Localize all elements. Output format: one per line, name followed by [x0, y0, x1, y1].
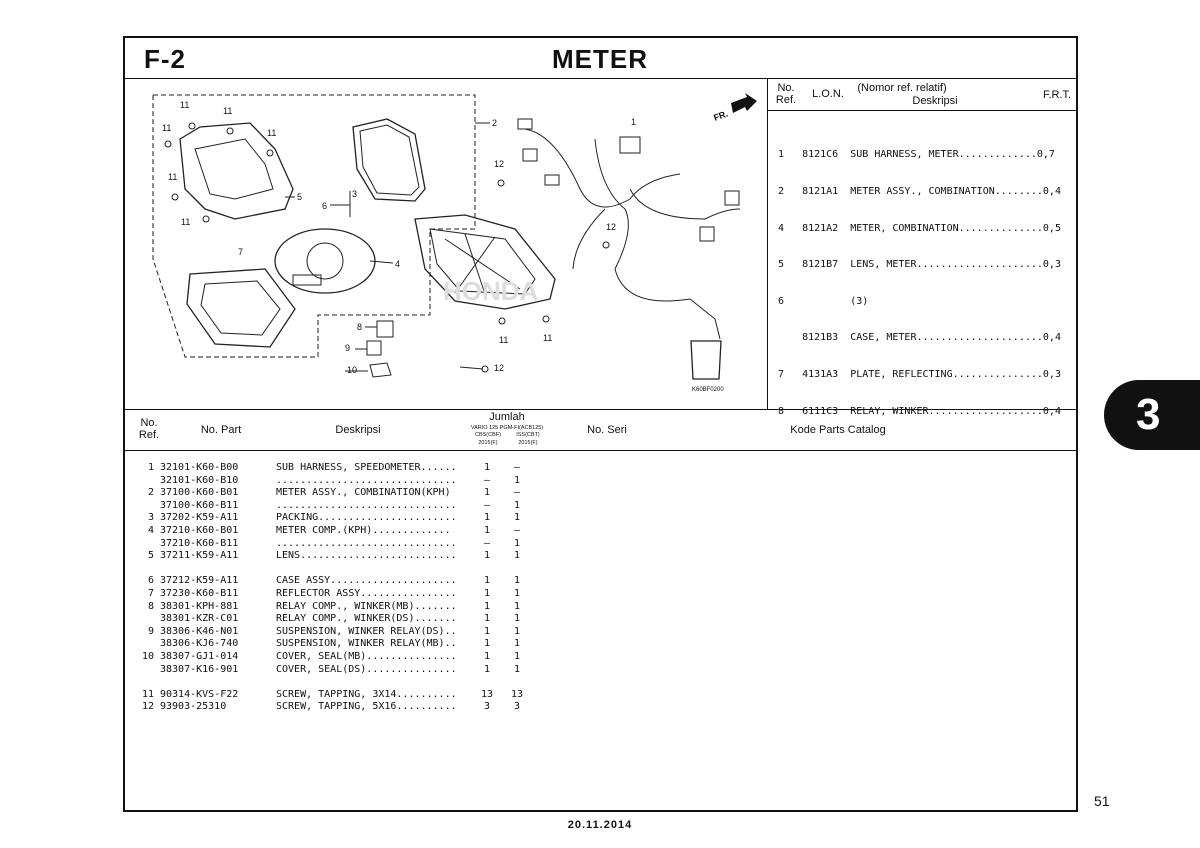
row-qty-cbs: –: [483, 474, 491, 486]
row-ref-no: 5: [147, 550, 154, 562]
row-description: METER COMP.(KPH).............: [276, 524, 451, 536]
row-description: SCREW, TAPPING, 3X14..........: [276, 688, 457, 700]
screw-11f: [203, 216, 209, 222]
table-row-spacer: [136, 563, 540, 576]
row-ref-no: 1: [147, 462, 154, 473]
table-row: [136, 500, 540, 513]
seal-cover-shape: [370, 363, 391, 377]
row-qty-cbs: 1: [483, 550, 491, 562]
screw-11c: [227, 128, 233, 134]
row-part-no: 38301-KZR-C01: [160, 613, 239, 625]
table-row: [136, 613, 540, 626]
table-row: [136, 689, 540, 702]
row-part-no: 32101-K60-B00: [160, 462, 239, 473]
callout-11a: 11: [180, 100, 190, 110]
callout-7: 7: [238, 247, 244, 257]
row-qty-cbs: –: [483, 499, 491, 511]
lon-header-desc-top: (Nomor ref. relatif): [857, 82, 947, 94]
meter-exploded-view: [125, 79, 767, 409]
row-ref-no: [136, 638, 154, 651]
parts-table-body: [136, 462, 540, 714]
callout-11g: 11: [499, 335, 509, 345]
connector-e: [700, 227, 714, 241]
row-qty-cbs: 13: [480, 688, 494, 700]
screw-11g: [499, 318, 505, 324]
row-ref-no: [136, 538, 154, 551]
callout-9: 9: [345, 343, 351, 353]
row-part-no: 37100-K60-B01: [160, 487, 239, 499]
parts-header-qty: Jumlah: [489, 411, 525, 423]
table-row: [136, 525, 540, 538]
row-description: SUSPENSION, WINKER RELAY(MB)..: [276, 638, 457, 650]
row-qty-iss: 1: [513, 625, 521, 637]
callout-11h: 11: [543, 333, 553, 343]
parts-header-serial: No. Seri: [587, 424, 627, 436]
row-ref-no: 12: [141, 701, 154, 713]
row-ref-no: [136, 613, 154, 626]
harness-boot: [691, 341, 721, 379]
screw-12a: [498, 180, 504, 186]
parts-header-desc: Deskripsi: [335, 424, 381, 436]
row-qty-iss: 1: [513, 575, 521, 587]
row-qty-cbs: 1: [483, 512, 491, 524]
connector-f: [725, 191, 739, 205]
row-part-no: 38307-GJ1-014: [160, 650, 239, 662]
watermark-text: HONDA: [443, 276, 539, 306]
parts-header-top-rule: [125, 409, 1076, 410]
screw-11e: [172, 194, 178, 200]
connector-b: [523, 149, 537, 161]
row-part-no: 37212-K59-A11: [160, 575, 239, 587]
parts-header-variant-2: ISS(CBT): [516, 432, 540, 438]
row-description: ..............................: [276, 537, 457, 549]
connector-c: [545, 175, 559, 185]
row-qty-iss: 1: [513, 474, 521, 486]
section-tab-number: 3: [1136, 390, 1161, 439]
row-ref-no: [136, 500, 154, 513]
parts-header-no-part: No. Part: [200, 424, 242, 436]
lon-header-rule: [768, 110, 1076, 111]
parts-header-year-1: 2015(F): [478, 440, 498, 446]
connector-a: [518, 119, 532, 129]
callout-11c: 11: [162, 123, 172, 133]
table-row: [136, 601, 540, 614]
callout-12a: 12: [494, 159, 505, 169]
direction-arrow: [712, 93, 757, 123]
row-description: ..............................: [276, 474, 457, 486]
table-row: [136, 664, 540, 677]
page-title: METER: [552, 44, 648, 74]
direction-label: FR.: [712, 108, 730, 123]
table-row: [136, 475, 540, 488]
table-row: [136, 588, 540, 601]
row-description: REFLECTOR ASSY................: [276, 587, 457, 599]
exploded-diagram: [125, 79, 767, 409]
row-ref-no: 11: [141, 688, 154, 700]
relay-shape: [377, 321, 393, 337]
row-ref-no: 2: [147, 487, 154, 499]
row-qty-cbs: 1: [483, 650, 491, 662]
row-qty-iss: –: [513, 462, 521, 473]
row-qty-iss: 1: [513, 663, 521, 675]
row-qty-iss: 1: [513, 499, 521, 511]
row-part-no: 37230-K60-B11: [160, 587, 239, 599]
row-part-no: 32101-K60-B10: [160, 474, 239, 486]
callout-4: 4: [395, 259, 401, 269]
row-part-no: 37211-K59-A11: [160, 550, 239, 562]
packing-inner: [360, 125, 419, 195]
row-description: METER ASSY., COMBINATION(KPH): [276, 487, 451, 499]
screw-12b: [603, 242, 609, 248]
lon-header-lon: L.O.N.: [812, 88, 844, 100]
screw-11d: [267, 150, 273, 156]
callout-2: 2: [492, 118, 498, 128]
row-description: ..............................: [276, 499, 457, 511]
row-qty-iss: –: [513, 487, 521, 499]
row-qty-iss: 1: [513, 512, 521, 524]
callout-12b: 12: [606, 222, 617, 232]
row-qty-iss: –: [513, 524, 521, 536]
relay-suspension-shape: [367, 341, 381, 355]
callout-1: 1: [631, 117, 637, 127]
lon-row: 4 8121A2 METER, COMBINATION..............0,5: [778, 222, 1061, 234]
row-qty-iss: 1: [513, 650, 521, 662]
row-part-no: 90314-KVS-F22: [160, 688, 239, 700]
lon-row: 8 6111C3 RELAY, WINKER...................0,4: [778, 405, 1061, 417]
row-qty-iss: 1: [513, 550, 521, 562]
harness-wire-1: [525, 129, 680, 207]
row-part-no: 37210-K60-B01: [160, 524, 239, 536]
harness-wire-3: [630, 189, 740, 219]
screw-11b: [165, 141, 171, 147]
row-description: CASE ASSY.....................: [276, 575, 457, 587]
row-qty-cbs: 1: [483, 613, 491, 625]
packing-shape: [353, 119, 425, 201]
row-description: LENS..........................: [276, 550, 457, 562]
parts-header-model: VARIO 125 PGM-FI(ACB125): [470, 425, 544, 431]
row-ref-no: 8: [147, 600, 154, 612]
lon-row: 6 (3): [778, 295, 869, 307]
diagram-divider: [767, 79, 768, 409]
callout-10: 10: [347, 365, 358, 375]
section-tab: [1104, 380, 1200, 450]
row-qty-iss: 13: [510, 688, 524, 700]
row-ref-no: [136, 475, 154, 488]
row-part-no: 38301-KPH-881: [160, 600, 239, 612]
table-row: [136, 626, 540, 639]
table-row: [136, 575, 540, 588]
connector-d: [620, 137, 640, 153]
row-qty-cbs: 1: [483, 587, 491, 599]
row-ref-no: 9: [147, 625, 154, 637]
callout-11d: 11: [267, 128, 277, 138]
table-row: [136, 538, 540, 551]
row-description: COVER, SEAL(DS)...............: [276, 663, 457, 675]
table-row: [136, 512, 540, 525]
row-qty-cbs: 1: [483, 663, 491, 675]
row-qty-cbs: 1: [483, 600, 491, 612]
lon-row: 8121B3 CASE, METER.....................0,4: [778, 332, 1061, 344]
row-part-no: 38306-K46-N01: [160, 625, 239, 637]
row-qty-cbs: 1: [483, 524, 491, 536]
screw-11a: [189, 123, 195, 129]
print-date: 20.11.2014: [567, 819, 633, 831]
table-row: [136, 550, 540, 563]
table-row: [136, 701, 540, 714]
row-qty-cbs: –: [483, 537, 491, 549]
row-part-no: 37202-K59-A11: [160, 512, 239, 524]
lon-header-desc: Deskripsi: [912, 95, 958, 107]
row-part-no: 93903-25310: [160, 701, 227, 713]
row-qty-iss: 1: [513, 638, 521, 650]
row-part-no: 37210-K60-B11: [160, 537, 239, 549]
table-row: [136, 651, 540, 664]
harness-wire-2: [595, 139, 720, 339]
row-ref-no: 7: [147, 587, 154, 599]
row-description: COVER, SEAL(MB)...............: [276, 650, 457, 662]
lon-header-frt: F.R.T.: [1042, 89, 1072, 101]
row-ref-no: 10: [141, 650, 154, 662]
table-row: [136, 462, 540, 475]
section-code: F-2: [144, 44, 186, 74]
assembly-outline: [153, 95, 475, 357]
callout-8: 8: [357, 322, 363, 332]
row-description: SUSPENSION, WINKER RELAY(DS)..: [276, 625, 457, 637]
row-ref-no: [136, 664, 154, 677]
callout-11f: 11: [181, 217, 191, 227]
callout-6: 6: [322, 201, 328, 211]
row-part-no: 38306-KJ6-740: [160, 638, 239, 650]
row-part-no: 37100-K60-B11: [160, 499, 239, 511]
figure-code: K60BF0200: [692, 387, 724, 393]
lon-header-no-ref: No. Ref.: [775, 82, 797, 106]
lon-rows: [778, 125, 1061, 430]
parts-header-bottom-rule: [125, 450, 1076, 451]
row-qty-cbs: 1: [483, 625, 491, 637]
row-description: RELAY COMP., WINKER(MB).......: [276, 600, 457, 612]
parts-header-catalog: Kode Parts Catalog: [790, 424, 886, 436]
row-qty-iss: 1: [513, 587, 521, 599]
lon-row: 7 4131A3 PLATE, REFLECTING...............0,3: [778, 369, 1061, 381]
row-qty-cbs: 1: [483, 487, 491, 499]
callout-11e: 11: [168, 172, 178, 182]
row-ref-no: 4: [147, 524, 154, 536]
lon-row: 2 8121A1 METER ASSY., COMBINATION........0,4: [778, 186, 1061, 198]
row-ref-no: 6: [147, 575, 154, 587]
row-qty-iss: 1: [513, 600, 521, 612]
callout-11b: 11: [223, 106, 233, 116]
meter-face-shape: [275, 229, 375, 293]
callout-3: 3: [352, 189, 358, 199]
table-row-spacer: [136, 676, 540, 689]
table-row: [136, 638, 540, 651]
parts-header-year-2: 2015(F): [518, 440, 538, 446]
row-qty-cbs: 1: [483, 462, 491, 473]
lon-row: 1 8121C6 SUB HARNESS, METER.............0,7: [778, 149, 1055, 161]
row-qty-cbs: 1: [483, 638, 491, 650]
row-qty-iss: 1: [513, 537, 521, 549]
lon-row: 5 8121B7 LENS, METER.....................0,3: [778, 259, 1061, 271]
screw-11h: [543, 316, 549, 322]
reflector-plate-inner: [201, 281, 280, 335]
row-description: SUB HARNESS, SPEEDOMETER......: [276, 462, 457, 473]
callout-12c: 12: [494, 363, 505, 373]
row-qty-cbs: 1: [483, 575, 491, 587]
row-ref-no: 3: [147, 512, 154, 524]
row-qty-iss: 1: [513, 613, 521, 625]
parts-header-variant-1: CBS(CBF): [475, 432, 501, 438]
lower-case-inner: [195, 139, 273, 199]
row-description: PACKING.......................: [276, 512, 457, 524]
callout-5: 5: [297, 192, 303, 202]
row-description: SCREW, TAPPING, 5X16..........: [276, 701, 457, 713]
meter-dial: [307, 243, 343, 279]
row-part-no: 38307-K16-901: [160, 663, 239, 675]
row-qty-cbs: 3: [483, 701, 491, 713]
row-qty-iss: 3: [513, 701, 521, 713]
page-number: 51: [1094, 793, 1110, 809]
row-description: RELAY COMP., WINKER(DS).......: [276, 613, 457, 625]
parts-header-no-ref: No. Ref.: [138, 417, 160, 441]
table-row: [136, 487, 540, 500]
harness-wire-4: [573, 209, 605, 269]
